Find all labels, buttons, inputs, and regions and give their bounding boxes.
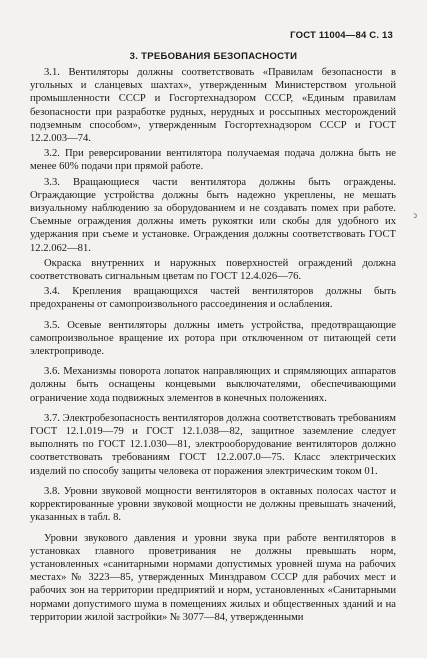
section-title: 3. ТРЕБОВАНИЯ БЕЗОПАСНОСТИ: [129, 51, 298, 62]
paragraph-3-3: 3.3. Вращающиеся части вентилятора должны быть ограждены. Ограждающие устройства должны быть надежно укреплены, не мешать визуальному наблюдению за оборудованием и не создавать помех при работе. Съемные ограждения должны иметь рукоятки или скобы для удобного их удержания при съеме и установке. Ограждения должны соответствовать ГОСТ 12.2.062—81.: [30, 176, 396, 254]
paragraph-3-8: 3.8. Уровни звуковой мощности вентиляторов в октавных полосах частот и корректированные уровни звуковой мощности не должны превышать значений, указанных в табл. 8.: [30, 485, 396, 524]
paragraph-noise-levels: Уровни звукового давления и уровни звука при работе вентиляторов в установках главного проветривания не должны превышать норм, установленных «санитарными нормами допустимых уровней шума на рабочих местах» № 3223—85, утвержденных Минздравом СССР для рабочих мест и рабочих зон на территории предприятий и норм, установленных «Санитарными нормами допустимого шума в помещениях жилых и общественных зданий и на территории жилой застройки» № 3077—84, утвержденными: [30, 532, 396, 623]
paragraph-coloring: Окраска внутренних и наружных поверхностей ограждений должна соответствовать сигнальным цветам по ГОСТ 12.4.026—76.: [30, 257, 396, 283]
paragraph-3-4: 3.4. Крепления вращающихся частей вентиляторов должны быть предохранены от самопроизвольного рассоединения и ослабления.: [30, 286, 396, 311]
page-header: ГОСТ 11004—84 С. 13: [290, 30, 393, 41]
paragraph-3-2: 3.2. При реверсировании вентилятора получаемая подача должна быть не менее 60% подачи при прямой работе.: [30, 148, 396, 173]
paragraph-3-5: 3.5. Осевые вентиляторы должны иметь устройства, предотвращающие самопроизвольное вращение их ротора при отключенном от питающей сети электроприводе.: [30, 319, 396, 358]
paragraph-3-6: 3.6. Механизмы поворота лопаток направляющих и спрямляющих аппаратов должны быть оснащены концевыми выключателями, обеспечивающими ограничение хода подвижных элементов в конечных положениях.: [30, 366, 396, 404]
paragraph-3-1: 3.1. Вентиляторы должны соответствовать «Правилам безопасности в угольных и сланцевых шахтах», утвержденным Министерством угольной промышленности СССР и Госгортехнадзором СССР, «Единым правилам безопасности при разработке рудных, нерудных и россыпных месторождений подземным способом», утвержденным Госгортехнадзором СССР и ГОСТ 12.2.003—74.: [30, 67, 396, 145]
margin-mark: ↄ: [413, 210, 417, 220]
paragraph-3-7: 3.7. Электробезопасность вентиляторов должна соответствовать требованиям ГОСТ 12.1.019—79 и ГОСТ 12.1.038—82, защитное заземление следует выполнять по ГОСТ 12.1.030—81, электрооборудование вентиляторов должно соответствовать требованиям ГОСТ 12.2.007.0—75. Класс электрических изделий по способу защиты человека от поражения электрическим током 01.: [30, 412, 396, 477]
body-text: [30, 66, 396, 626]
